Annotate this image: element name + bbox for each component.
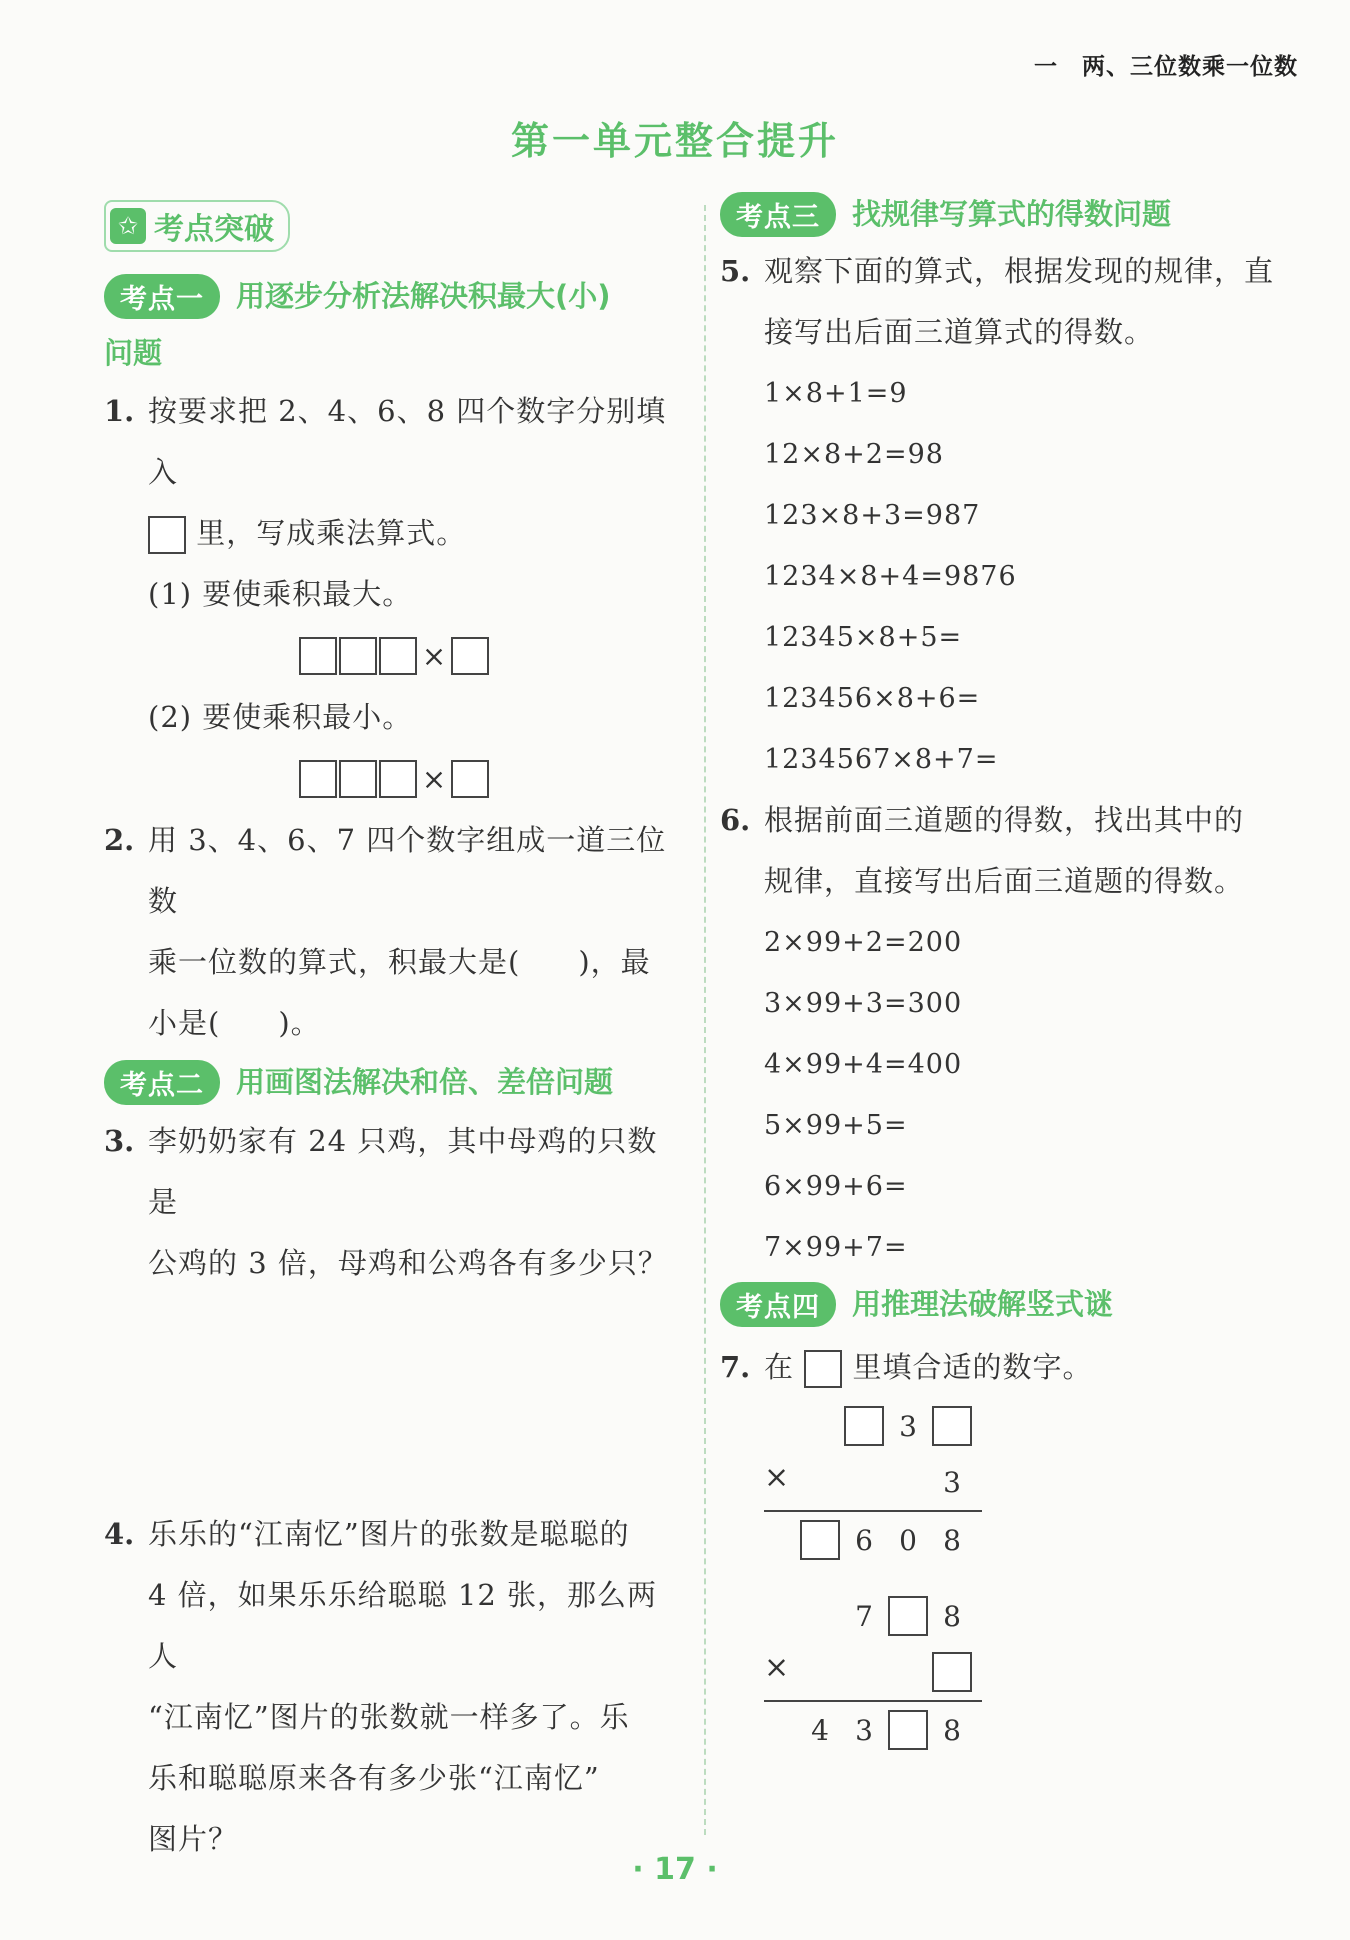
section-tag: 考点二: [104, 1060, 220, 1105]
answer-box[interactable]: [339, 637, 377, 675]
question-line: 公鸡的 3 倍，母鸡和公鸡各有多少只？: [148, 1246, 668, 1280]
box-equation: [104, 625, 684, 687]
digit: 8: [943, 1523, 961, 1557]
question-number: 7.: [720, 1350, 751, 1384]
question-2: [104, 810, 684, 932]
equation: 5×99+5=: [764, 1110, 908, 1141]
right-column: [720, 192, 1300, 1758]
answer-box[interactable]: [888, 1708, 928, 1752]
equation: 6×99+6=: [764, 1171, 908, 1202]
multiplicand-row: [764, 1398, 994, 1454]
question-line: [104, 993, 684, 1054]
page-title: 第一单元整合提升: [510, 119, 839, 163]
question-line: 接写出后面三道算式的得数。: [764, 315, 1155, 349]
answer-box[interactable]: [379, 637, 417, 675]
digit: 3: [943, 1465, 961, 1499]
digit: 6: [855, 1523, 873, 1557]
question-text: 乘一位数的算式，积最大是(: [148, 945, 521, 979]
section-title: 用画图法解决和倍、差倍问题: [236, 1065, 614, 1099]
answer-box[interactable]: [339, 760, 377, 798]
digit: 7: [855, 1599, 873, 1633]
question-number: 2.: [104, 823, 135, 857]
equation: 7×99+7=: [764, 1232, 908, 1263]
box-equation: [104, 748, 684, 810]
digit: 4: [811, 1713, 829, 1747]
answer-box[interactable]: [379, 760, 417, 798]
equation: 12345×8+5=: [764, 622, 963, 653]
page-number: · 17 ·: [632, 1852, 718, 1887]
answer-box[interactable]: [844, 1404, 884, 1448]
times-sign: ×: [421, 639, 447, 673]
question-line: 乐和聪聪原来各有多少张“江南忆”: [148, 1761, 600, 1795]
answer-box[interactable]: [451, 637, 489, 675]
question-line: 规律，直接写出后面三道题的得数。: [764, 864, 1245, 898]
question-text: 观察下面的算式，根据发现的规律，直: [764, 254, 1275, 288]
answer-box[interactable]: [800, 1518, 840, 1562]
question-text: )，最: [578, 945, 651, 979]
equation: 1234×8+4=9876: [764, 561, 1017, 592]
digit: 8: [943, 1713, 961, 1747]
question-text: 乐乐的“江南忆”图片的张数是聪聪的: [148, 1517, 630, 1551]
equation: 123×8+3=987: [764, 500, 981, 531]
question-text: )。: [278, 1006, 321, 1040]
sub-question: (2) 要使乘积最小。: [148, 700, 413, 734]
question-1: [104, 381, 684, 503]
question-5: [720, 241, 1300, 302]
question-text: 里填合适的数字。: [852, 1350, 1093, 1384]
digit: 3: [899, 1409, 917, 1443]
section-title: 用推理法破解竖式谜: [852, 1287, 1114, 1321]
section-title: 用逐步分析法解决积最大(小): [236, 279, 611, 313]
answer-box[interactable]: [299, 760, 337, 798]
question-7: [720, 1337, 1300, 1398]
question-line: [104, 503, 684, 564]
question-text: 按要求把 2、4、6、8 四个数字分别填入: [148, 394, 667, 489]
product-row: [764, 1512, 994, 1568]
times-sign: ×: [764, 1460, 790, 1495]
equation: 12×8+2=98: [764, 439, 944, 470]
digit: 0: [899, 1523, 917, 1557]
answer-box: [804, 1350, 842, 1388]
question-line: “江南忆”图片的张数就一样多了。乐: [148, 1700, 630, 1734]
section-header-4: [720, 1282, 1300, 1327]
multiplicand-row: [764, 1588, 994, 1644]
section-tag: 考点一: [104, 274, 220, 319]
question-number: 4.: [104, 1517, 135, 1551]
left-column: [104, 200, 684, 1870]
question-4: [104, 1504, 684, 1565]
times-sign: ×: [764, 1650, 790, 1685]
digit: 8: [943, 1599, 961, 1633]
answer-box[interactable]: [451, 760, 489, 798]
product-row: [764, 1702, 994, 1758]
answer-box[interactable]: [299, 637, 337, 675]
question-text: 用 3、4、6、7 四个数字组成一道三位数: [148, 823, 667, 918]
question-number: 1.: [104, 394, 135, 428]
chapter-header: 一 两、三位数乘一位数: [1034, 54, 1298, 80]
equation: 4×99+4=400: [764, 1049, 963, 1080]
question-text: 里，写成乘法算式。: [196, 516, 467, 550]
question-line: [764, 1337, 1300, 1398]
question-line: 图片？: [148, 1822, 239, 1856]
equation: 123456×8+6=: [764, 683, 981, 714]
vertical-multiplication-1: [764, 1398, 994, 1568]
question-number: 3.: [104, 1124, 135, 1158]
star-icon: ✩: [110, 208, 146, 244]
vertical-multiplication-2: [764, 1588, 994, 1758]
answer-space[interactable]: [104, 1294, 684, 1504]
answer-box[interactable]: [932, 1404, 972, 1448]
question-3: [104, 1111, 684, 1233]
section-tag: 考点四: [720, 1282, 836, 1327]
answer-box[interactable]: [932, 1650, 972, 1694]
times-sign: ×: [421, 762, 447, 796]
equation: 1234567×8+7=: [764, 744, 999, 775]
question-text: 在: [764, 1350, 795, 1384]
question-line: 4 倍，如果乐乐给聪聪 12 张，那么两人: [148, 1578, 658, 1673]
question-text: 小是(: [148, 1006, 221, 1040]
section-title-continued: 问题: [104, 336, 163, 370]
equation: 1×8+1=9: [764, 378, 908, 409]
equation: 3×99+3=300: [764, 988, 963, 1019]
column-divider: [704, 205, 706, 1835]
question-6: [720, 790, 1300, 851]
badge-label: 考点突破: [154, 212, 274, 247]
sub-question: (1) 要使乘积最大。: [148, 577, 413, 611]
question-text: 根据前面三道题的得数，找出其中的: [764, 803, 1245, 837]
question-text: 李奶奶家有 24 只鸡，其中母鸡的只数是: [148, 1124, 658, 1219]
section-badge: [104, 200, 290, 252]
section-tag: 考点三: [720, 192, 836, 237]
multiplier-row: [764, 1454, 994, 1510]
answer-box: [148, 516, 186, 554]
section-header-2: [104, 1060, 684, 1105]
multiplier-row: [764, 1644, 994, 1700]
question-line: [104, 932, 684, 993]
equation: 2×99+2=200: [764, 927, 963, 958]
digit: 3: [855, 1713, 873, 1747]
section-header-1: [104, 274, 684, 319]
question-number: 6.: [720, 803, 751, 837]
section-title: 找规律写算式的得数问题: [852, 197, 1172, 231]
answer-box[interactable]: [888, 1594, 928, 1638]
section-header-3: [720, 192, 1300, 237]
question-number: 5.: [720, 254, 751, 288]
